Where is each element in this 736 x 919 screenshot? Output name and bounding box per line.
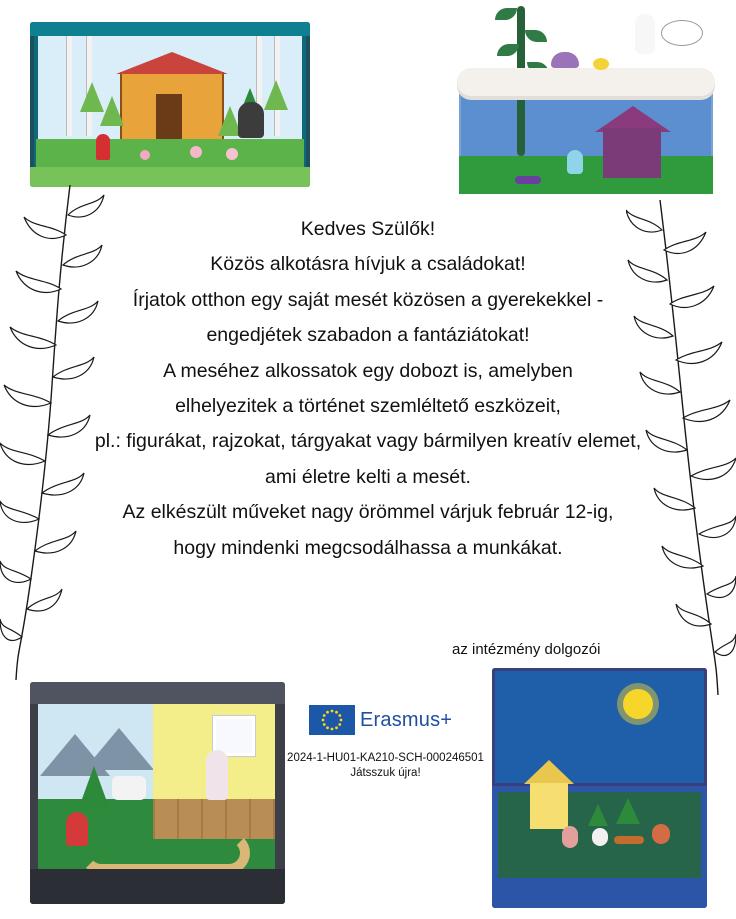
letter-line: pl.: figurákat, rajzokat, tárgyakat vagy bármilyen kreatív elemet, xyxy=(94,430,642,453)
diorama-beanstalk-photo xyxy=(455,0,717,200)
greeting: Kedves Szülők! xyxy=(300,218,436,240)
diorama-road-photo xyxy=(30,682,285,904)
letter-line: hogy mindenki megcsodálhassa a munkákat. xyxy=(173,536,563,559)
letter-line: ami életre kelti a mesét. xyxy=(265,465,471,488)
letter-line: Az elkészült műveket nagy örömmel várjuk február 12-ig, xyxy=(122,501,614,524)
project-motto: Játsszuk újra! xyxy=(350,767,421,779)
letter-line: elhelyezitek a történet szemléltető eszközeit, xyxy=(175,395,561,418)
erasmus-wordmark: Erasmus+ xyxy=(360,708,453,731)
erasmus-logo xyxy=(309,705,452,735)
signature: az intézmény dolgozói xyxy=(452,641,601,658)
eu-flag-icon xyxy=(309,705,355,735)
diorama-forest-photo xyxy=(30,22,310,187)
letter-line: Írjatok otthon egy saját mesét közösen a gyerekekkel - xyxy=(132,288,604,311)
letter-line: A meséhez alkossatok egy dobozt is, amelyben xyxy=(163,359,573,382)
letter-line: Közös alkotásra hívjuk a családokat! xyxy=(210,253,526,276)
diorama-sun-photo xyxy=(492,668,707,908)
letter-line: engedjétek szabadon a fantáziátokat! xyxy=(206,324,530,347)
invitation-letter xyxy=(60,212,676,566)
project-code: 2024-1-HU01-KA210-SCH-000246501 xyxy=(287,752,484,764)
